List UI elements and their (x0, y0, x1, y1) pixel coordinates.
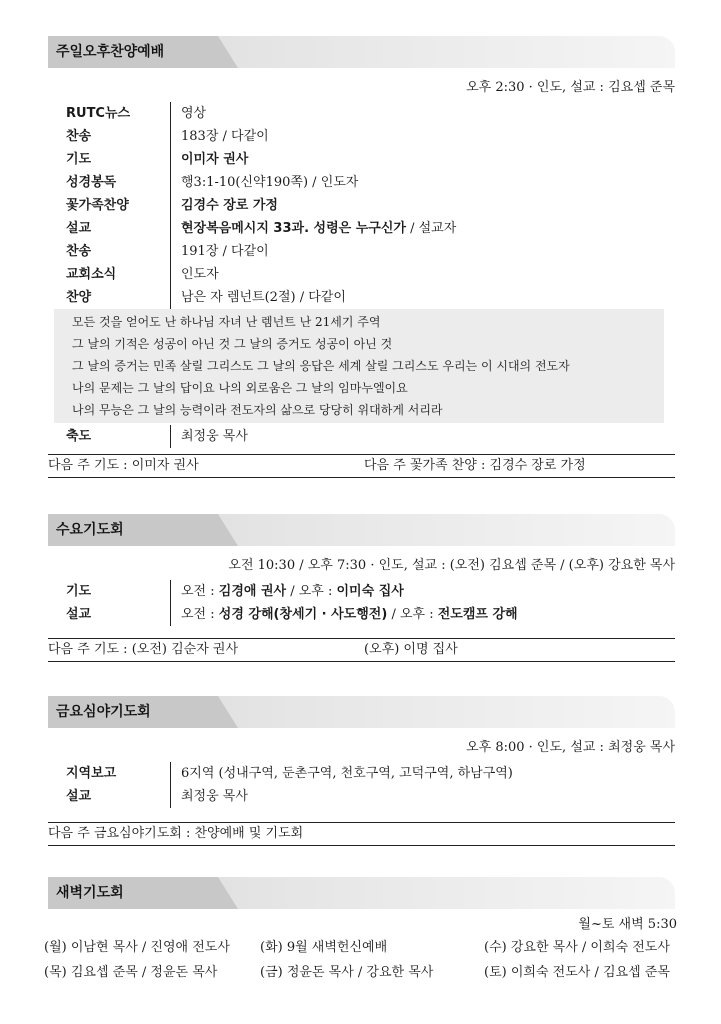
section-title: 새벽기도회 (56, 885, 124, 901)
next-week-bar (48, 454, 675, 478)
lyric-line: 그 날의 증거는 민족 살릴 그리스도 그 날의 응답은 세계 살릴 그리스도 우리는 이 시대의 전도자 (72, 359, 570, 373)
service-info: 오후 8:00 · 인도, 설교 : 최정웅 목사 (466, 740, 675, 755)
order-row: 설교 오전 : 성경 강해(창세기 · 사도행전) / 오후 : 전도캠프 강해 (66, 603, 675, 626)
section-title: 수요기도회 (56, 522, 124, 538)
order-row: 설교 최정웅 목사 (66, 785, 675, 808)
lyric-line: 나의 무능은 그 날의 능력이라 전도자의 삶으로 당당히 위대하게 서리라 (72, 403, 443, 417)
friday-section (48, 696, 675, 846)
order-row: 찬송 183장 / 다같이 (66, 125, 675, 148)
order-row: 기도 오전 : 김경애 권사 / 오후 : 이미숙 집사 (66, 580, 675, 603)
order-row: 찬송 191장 / 다같이 (66, 240, 675, 263)
next-prayer-pm: (오후) 이명 집사 (364, 642, 458, 657)
order-row: RUTC뉴스 영상 (66, 102, 675, 125)
order-row: 찬양 남은 자 렘넌트(2절) / 다같이 (66, 286, 675, 309)
order-row: 성경봉독 행3:1-10(신약190쪽) / 인도자 (66, 171, 675, 194)
order-row: 교회소식 인도자 (66, 263, 675, 286)
order-row: 축도 최정웅 목사 (66, 425, 675, 448)
section-title: 금요심야기도회 (56, 704, 151, 720)
service-info: 월~토 새벽 5:30 (578, 917, 677, 932)
order-row: 지역보고 6지역 (성내구역, 둔촌구역, 천호구역, 고덕구역, 하남구역) (66, 762, 675, 785)
next-friday: 다음 주 금요심야기도회 : 찬양예배 및 기도회 (48, 826, 304, 841)
song-lyrics (54, 309, 664, 423)
lyric-line: 나의 문제는 그 날의 답이요 나의 외로움은 그 날의 임마누엘이요 (72, 381, 408, 395)
wednesday-section (48, 514, 675, 662)
section-header (48, 514, 675, 546)
sunday-service-section (48, 36, 675, 478)
next-flower: 다음 주 꽃가족 찬양 : 김경수 장로 가정 (364, 458, 586, 473)
next-week-bar (48, 822, 675, 846)
order-of-service (48, 102, 675, 309)
section-header (48, 36, 675, 68)
service-info: 오전 10:30 / 오후 7:30 · 인도, 설교 : (오전) 김요셉 준목 / (오후) 강요한 목사 (228, 558, 675, 573)
section-header (48, 877, 675, 909)
order-row: 설교 현장복음메시지 33과. 성령은 누구신가 / 설교자 (66, 217, 675, 240)
next-prayer-am: 다음 주 기도 : (오전) 김순자 권사 (48, 642, 239, 657)
lyric-line: 그 날의 기적은 성공이 아닌 것 그 날의 증거도 성공이 아닌 것 (72, 337, 393, 351)
order-row: 기도 이미자 권사 (66, 148, 675, 171)
dawn-prayer-section (44, 877, 677, 985)
service-info: 오후 2:30 · 인도, 설교 : 김요셉 준목 (466, 80, 675, 95)
section-header (48, 696, 675, 728)
section-title: 주일오후찬양예배 (56, 44, 165, 60)
order-row: 꽃가족찬양 김경수 장로 가정 (66, 194, 675, 217)
schedule-row: (월) 이남현 목사 / 진영애 전도사 (화) 9월 새벽헌신예배 (수) 강요한 목사 / 이희숙 전도사 (44, 940, 670, 955)
lyric-line: 모든 것을 얻어도 난 하나님 자녀 난 렘넌트 난 21세기 주역 (72, 315, 381, 329)
next-week-bar (48, 638, 675, 662)
schedule-row: (목) 김요셉 준목 / 정윤돈 목사 (금) 정윤돈 목사 / 강요한 목사 (토) 이희숙 전도사 / 김요셉 준목 (44, 965, 670, 980)
next-prayer: 다음 주 기도 : 이미자 권사 (48, 458, 199, 473)
